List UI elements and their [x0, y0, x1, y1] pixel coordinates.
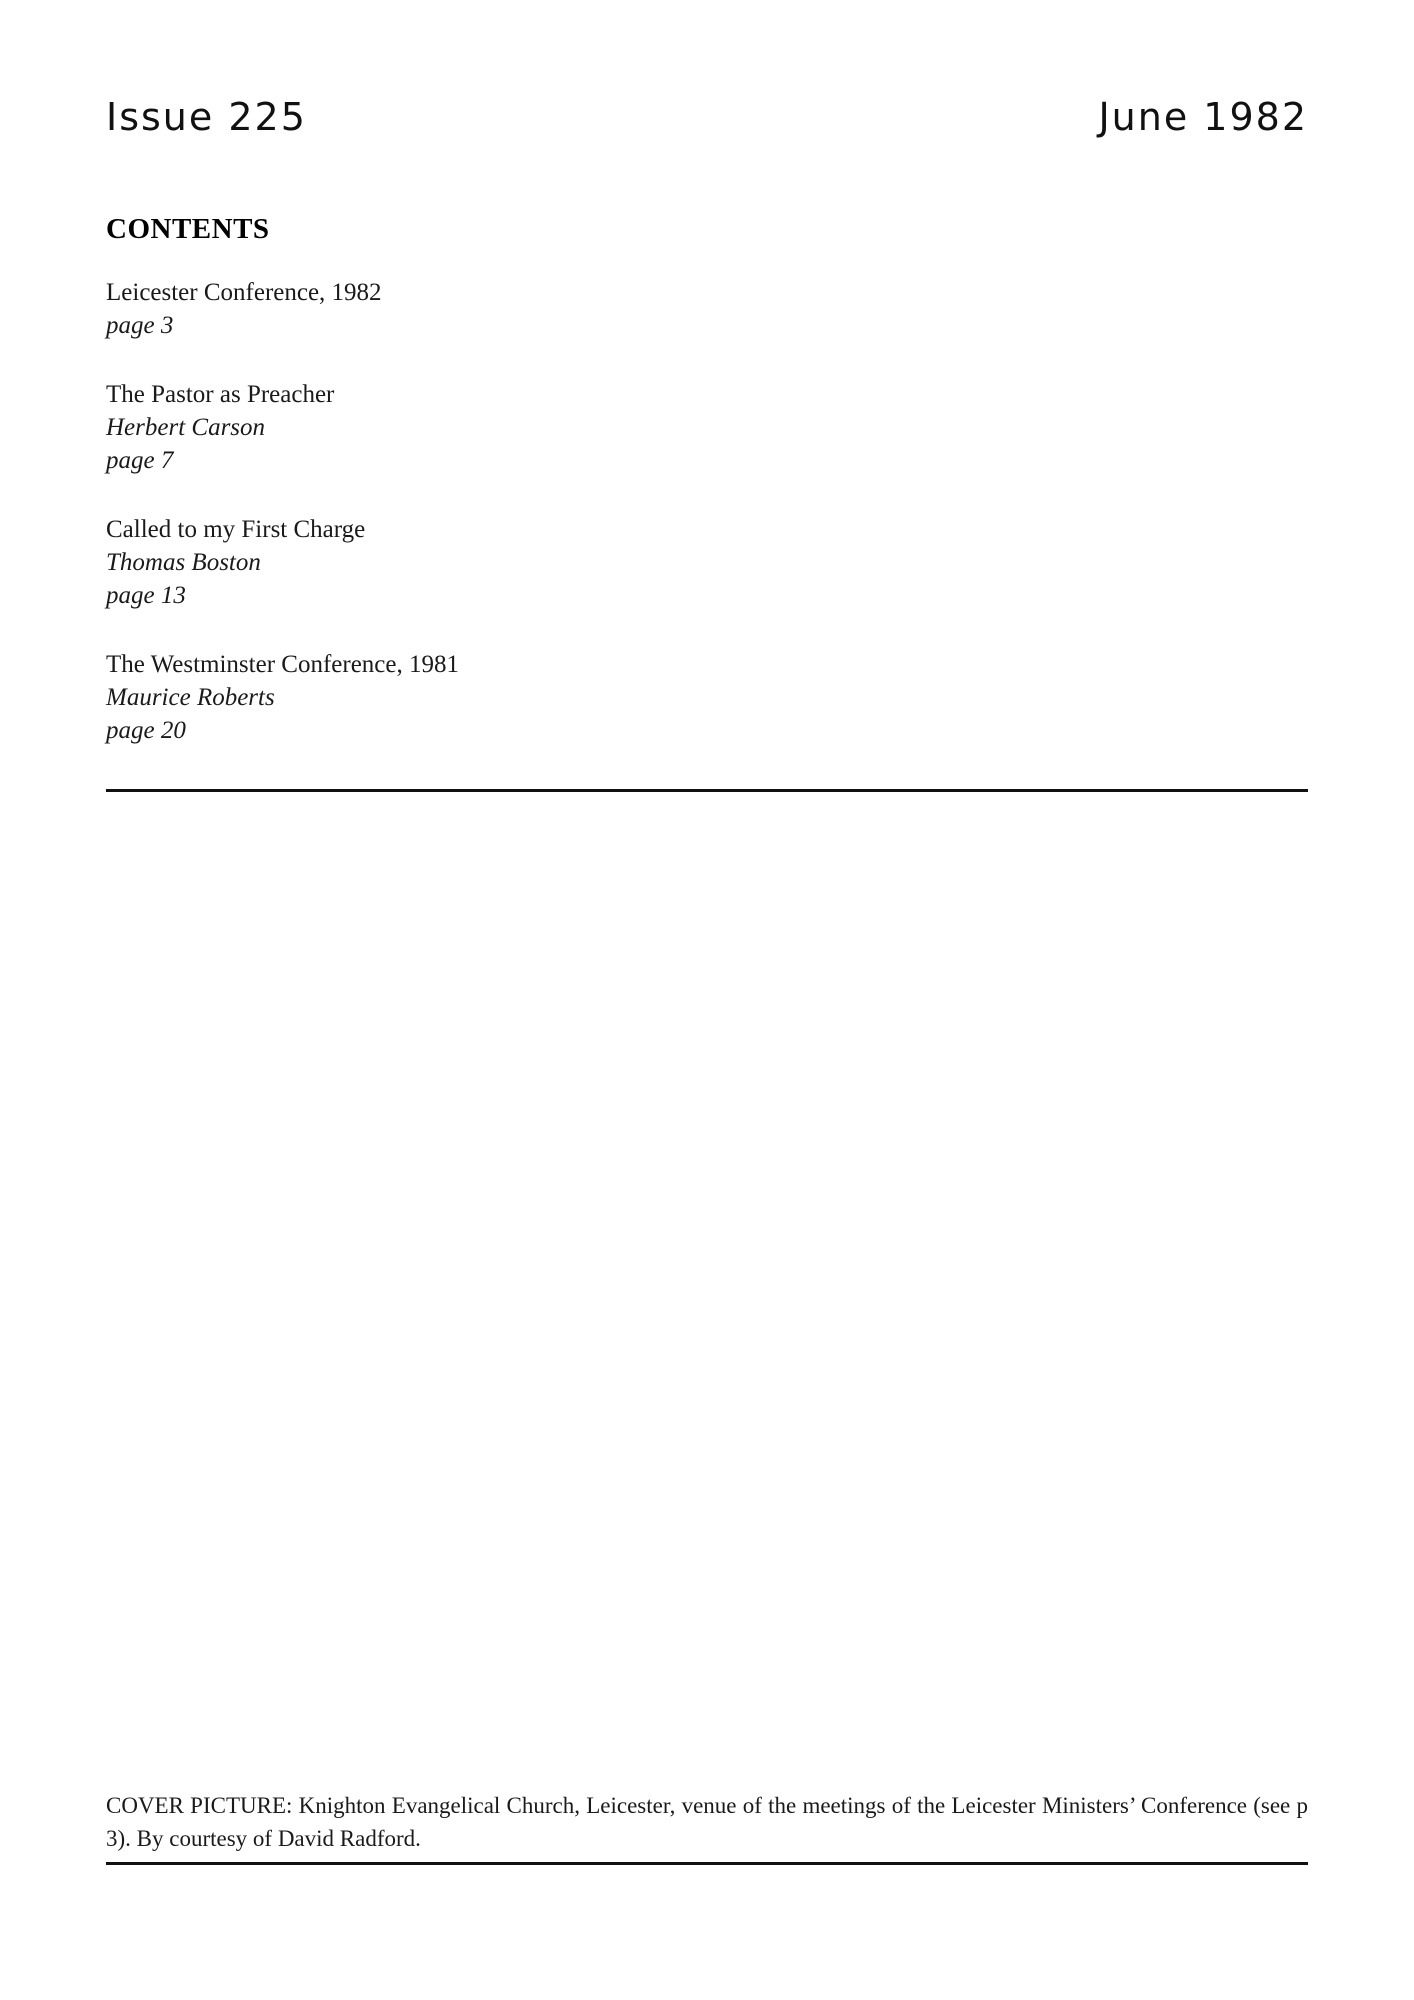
- contents-heading: CONTENTS: [106, 213, 270, 245]
- toc-entry-page: page 20: [106, 717, 186, 744]
- contents-section: [106, 213, 1308, 747]
- toc-entry-title: Called to my First Charge: [106, 516, 366, 543]
- issue-date: June 1982: [1098, 95, 1308, 139]
- list-item[interactable]: [106, 513, 1308, 612]
- toc-entry-title: The Westminster Conference, 1981: [106, 651, 459, 678]
- issue-number: Issue 225: [106, 95, 307, 139]
- toc-entry-title: The Pastor as Preacher: [106, 381, 335, 408]
- list-item[interactable]: [106, 378, 1308, 477]
- divider-bottom: [106, 1862, 1308, 1865]
- divider-top: [106, 789, 1308, 792]
- toc-entry-title: Leicester Conference, 1982: [106, 279, 382, 306]
- toc-entry-page: page 3: [106, 312, 174, 339]
- list-item[interactable]: [106, 276, 1308, 342]
- toc-entry-author: Maurice Roberts: [106, 684, 275, 711]
- toc-entry-author: Herbert Carson: [106, 414, 266, 441]
- toc-entry-page: page 13: [106, 582, 186, 609]
- masthead: [106, 95, 1308, 139]
- toc-entry-author: Thomas Boston: [106, 549, 261, 576]
- cover-picture-caption: COVER PICTURE: Knighton Evangelical Church, Leicester, venue of the meetings of the Leicester Ministers’ Conference (see p 3). By courtesy of David Radford.: [106, 1793, 1308, 1852]
- toc-entry-page: page 7: [106, 447, 174, 474]
- table-of-contents: [106, 276, 1308, 747]
- list-item[interactable]: [106, 648, 1308, 747]
